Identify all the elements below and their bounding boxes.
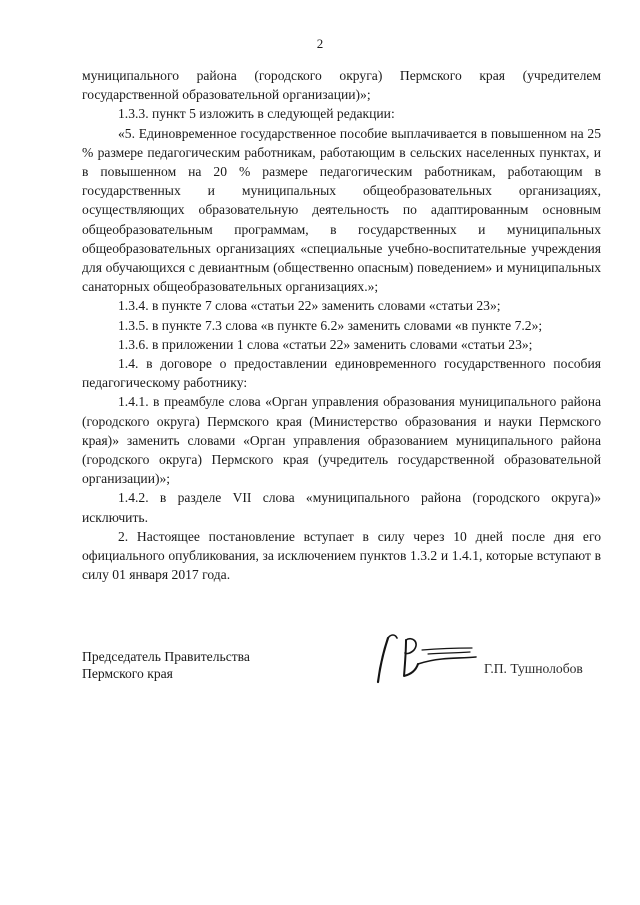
page-number: 2 (316, 36, 324, 51)
signatory-title (82, 648, 250, 682)
signatory-title-line-2: Пермского края (82, 666, 173, 681)
paragraph-2: 2. Настоящее постановление вступает в силу через 10 дней после дня его официального опубликования, за исключением пунктов 1.3.2 и 1.4.1, которые вступают в силу 01 января 2017 года. (82, 528, 601, 583)
paragraph-continuation: муниципального района (городского округа) Пермского края (учредителем государственной образовательной организации)»; (82, 68, 601, 103)
signatory-title-line-1: Председатель Правительства (82, 649, 250, 664)
handwritten-signature (372, 620, 482, 690)
paragraph-1-3-4: 1.3.4. в пункте 7 слова «статьи 22» заменить словами «статьи 23»; (118, 298, 501, 314)
paragraph-1-4-1: 1.4.1. в преамбуле слова «Орган управления образования муниципального района (городского округа) Пермского края (Министерство образования и науки Пермского края)» заменить словами «Орган управления образованием муниципального района (городского округа) Пермского края (учредитель государственной образовательной организации)»; (82, 394, 601, 487)
document-body (82, 66, 601, 584)
paragraph-1-4: 1.4. в договоре о предоставлении единовременного государственного пособия педагогическому работнику: (82, 356, 601, 391)
paragraph-1-3-6: 1.3.6. в приложении 1 слова «статьи 22» заменить словами «статьи 23»; (118, 336, 533, 352)
paragraph-item-5: «5. Единовременное государственное пособие выплачивается в повышенном на 25 % размере педагогическим работникам, работающим в сельских населенных пунктах, и в повышенном на 20 % размере педагогическим работникам, работающим в государственных и муниципальных общеобразовательных организациях, осуществляющих образовательную деятельность по адаптированным основным общеобразовательным программам, в государственных и муниципальных общеобразовательных организациях «специальные учебно-воспитательные учреждения для обучающихся с девиантным (общественно опасным) поведением» и муниципальных санаторных общеобразовательных организациях.»; (82, 125, 601, 295)
signatory-name: Г.П. Тушнолобов (484, 661, 583, 676)
paragraph-1-3-3: 1.3.3. пункт 5 изложить в следующей редакции: (118, 106, 395, 122)
paragraph-1-4-2: 1.4.2. в разделе VII слова «муниципального района (городского округа)» исключить. (82, 490, 601, 525)
paragraph-1-3-5: 1.3.5. в пункте 7.3 слова «в пункте 6.2» заменить словами «в пункте 7.2»; (118, 317, 543, 333)
